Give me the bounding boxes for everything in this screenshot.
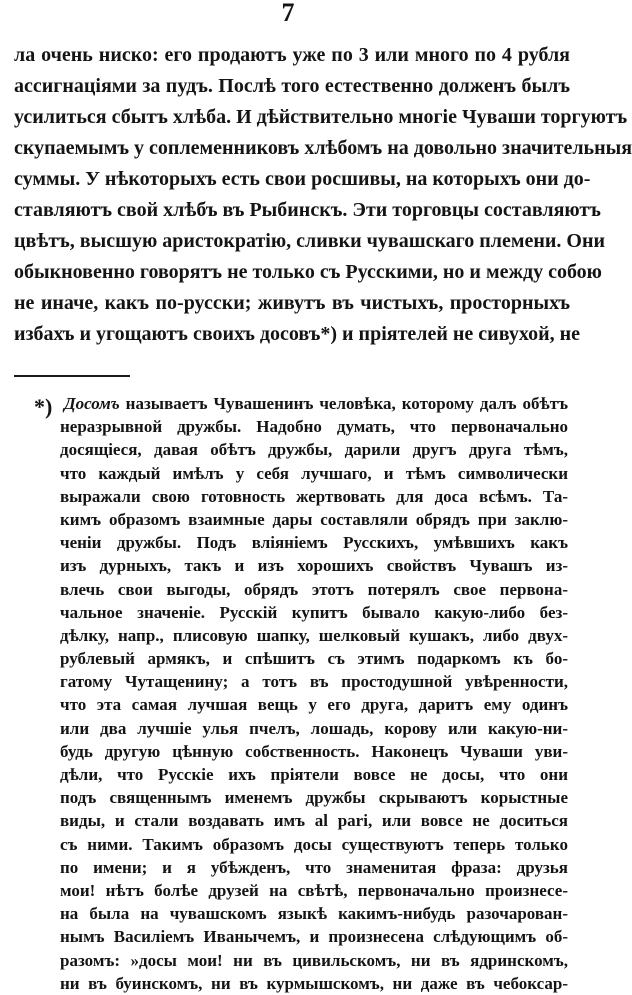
- footnote-line: нымъ Василіемъ Иванычемъ, и произнесена слѣдующимъ об-: [60, 927, 568, 947]
- footnote-separator-rule: [14, 375, 130, 377]
- footnote-line: на была на чувашскомъ языкѣ какимъ-нибудь разочарован-: [60, 904, 568, 924]
- footnote-line: дѣлку, напр., плисовую шапку, шелковый кушакъ, либо двух-: [60, 625, 568, 645]
- footnote-line: чальное значеніе. Русскій купитъ бывало какую-либо без-: [60, 602, 568, 622]
- main-text-line: ассигнаціями за пудъ. Послѣ того естественно долженъ былъ: [14, 75, 570, 97]
- main-text-line: скупаемымъ у соплеменниковъ хлѣбомъ на довольно значительныя: [14, 137, 632, 159]
- footnote-line: влечь свои выгоды, обрядъ этотъ потерялъ свое первона-: [60, 579, 568, 599]
- footnote-line: ни въ буинскомъ, ни въ курмышскомъ, ни даже въ чебоксар-: [60, 973, 568, 993]
- footnote-marker: *): [34, 394, 53, 419]
- footnote-line: изъ дурныхъ, такъ и изъ хорошихъ свойствъ Чувашъ из-: [60, 556, 568, 576]
- footnote-term: Досомъ: [64, 394, 120, 413]
- footnote-line: будь другую цѣнную собственность. Наконецъ Чуваши уви-: [60, 741, 568, 761]
- main-text-line: усилиться сбытъ хлѣба. И дѣйствительно многіе Чуваши торгуютъ: [14, 106, 628, 128]
- footnote-line: разомъ: »досы мои! ни въ цивильскомъ, ни въ ядринскомъ,: [60, 950, 568, 970]
- main-text-line: цвѣтъ, высшую аристократію, сливки чувашскаго племени. Они: [14, 230, 606, 252]
- footnote-line: неразрывной дружбы. Надобно думать, что первоначально: [60, 417, 568, 437]
- footnote-line: или два лучшіе улья пчелъ, лошадь, корову или какую-ни-: [60, 718, 568, 738]
- main-text-line: обыкновенно говорятъ не только съ Русскими, но и между собою: [14, 261, 602, 283]
- footnote-line: подъ священнымъ именемъ дружбы скрываютъ корыстные: [60, 788, 568, 808]
- footnote-line: выражали свою готовность жертвовать для доса всѣмъ. Та-: [60, 486, 568, 506]
- footnote: [60, 392, 568, 995]
- footnote-line: мои! нѣтъ болѣе друзей на свѣтѣ, первоначально произнесе-: [60, 880, 568, 900]
- footnote-line: досящіеся, давая обѣтъ дружбы, дарили другъ друга тѣмъ,: [60, 440, 568, 460]
- footnote-line: виды, и стали воздавать имъ al pari, или вовсе не доситься: [60, 811, 568, 831]
- footnote-first-line-text: называетъ Чувашенинъ человѣка, которому далъ обѣтъ: [119, 394, 568, 413]
- footnote-line: что эта самая лучшая вещь у его друга, даритъ ему одинъ: [60, 695, 568, 715]
- main-text-line: избахъ и угощаютъ своихъ досовъ*) и пріятелей не сивухой, не: [14, 323, 580, 345]
- footnote-line: гатому Чутащенину; а тотъ въ простодушной увѣренности,: [60, 672, 568, 692]
- main-text-line: ла очень ниско: его продаютъ уже по 3 или много по 4 рубля: [14, 44, 570, 66]
- footnote-line: съ ними. Такимъ образомъ досы существуютъ теперь только: [60, 834, 568, 854]
- footnote-line: что каждый имѣлъ у себя лучшаго, и тѣмъ символически: [60, 463, 568, 483]
- footnote-line: рублевый армякъ, и спѣшитъ съ этимъ подаркомъ къ бо-: [60, 649, 568, 669]
- footnote-first-line: [60, 392, 568, 415]
- footnote-line: по имени; и я убѣжденъ, что знаменитая фраза: друзья: [60, 857, 568, 877]
- footnote-line: дѣли, что Русскіе ихъ пріятели вовсе не досы, что они: [60, 765, 568, 784]
- footnote-line: кимъ образомъ взаимные дары составляли обрядъ при заклю-: [60, 509, 568, 529]
- main-text-line: ставляютъ свой хлѣбъ въ Рыбинскъ. Эти торговцы составляютъ: [14, 199, 601, 221]
- main-text-line: суммы. У нѣкоторыхъ есть свои росшивы, на которыхъ они до-: [14, 168, 591, 190]
- footnote-line: ченіи дружбы. Подъ вліяніемъ Русскихъ, умѣвшихъ какъ: [60, 533, 568, 553]
- page-number: 7: [281, 0, 295, 27]
- main-text: [14, 40, 632, 350]
- main-text-line: не иначе, какъ по-русски; живутъ въ чистыхъ, просторныхъ: [14, 292, 570, 314]
